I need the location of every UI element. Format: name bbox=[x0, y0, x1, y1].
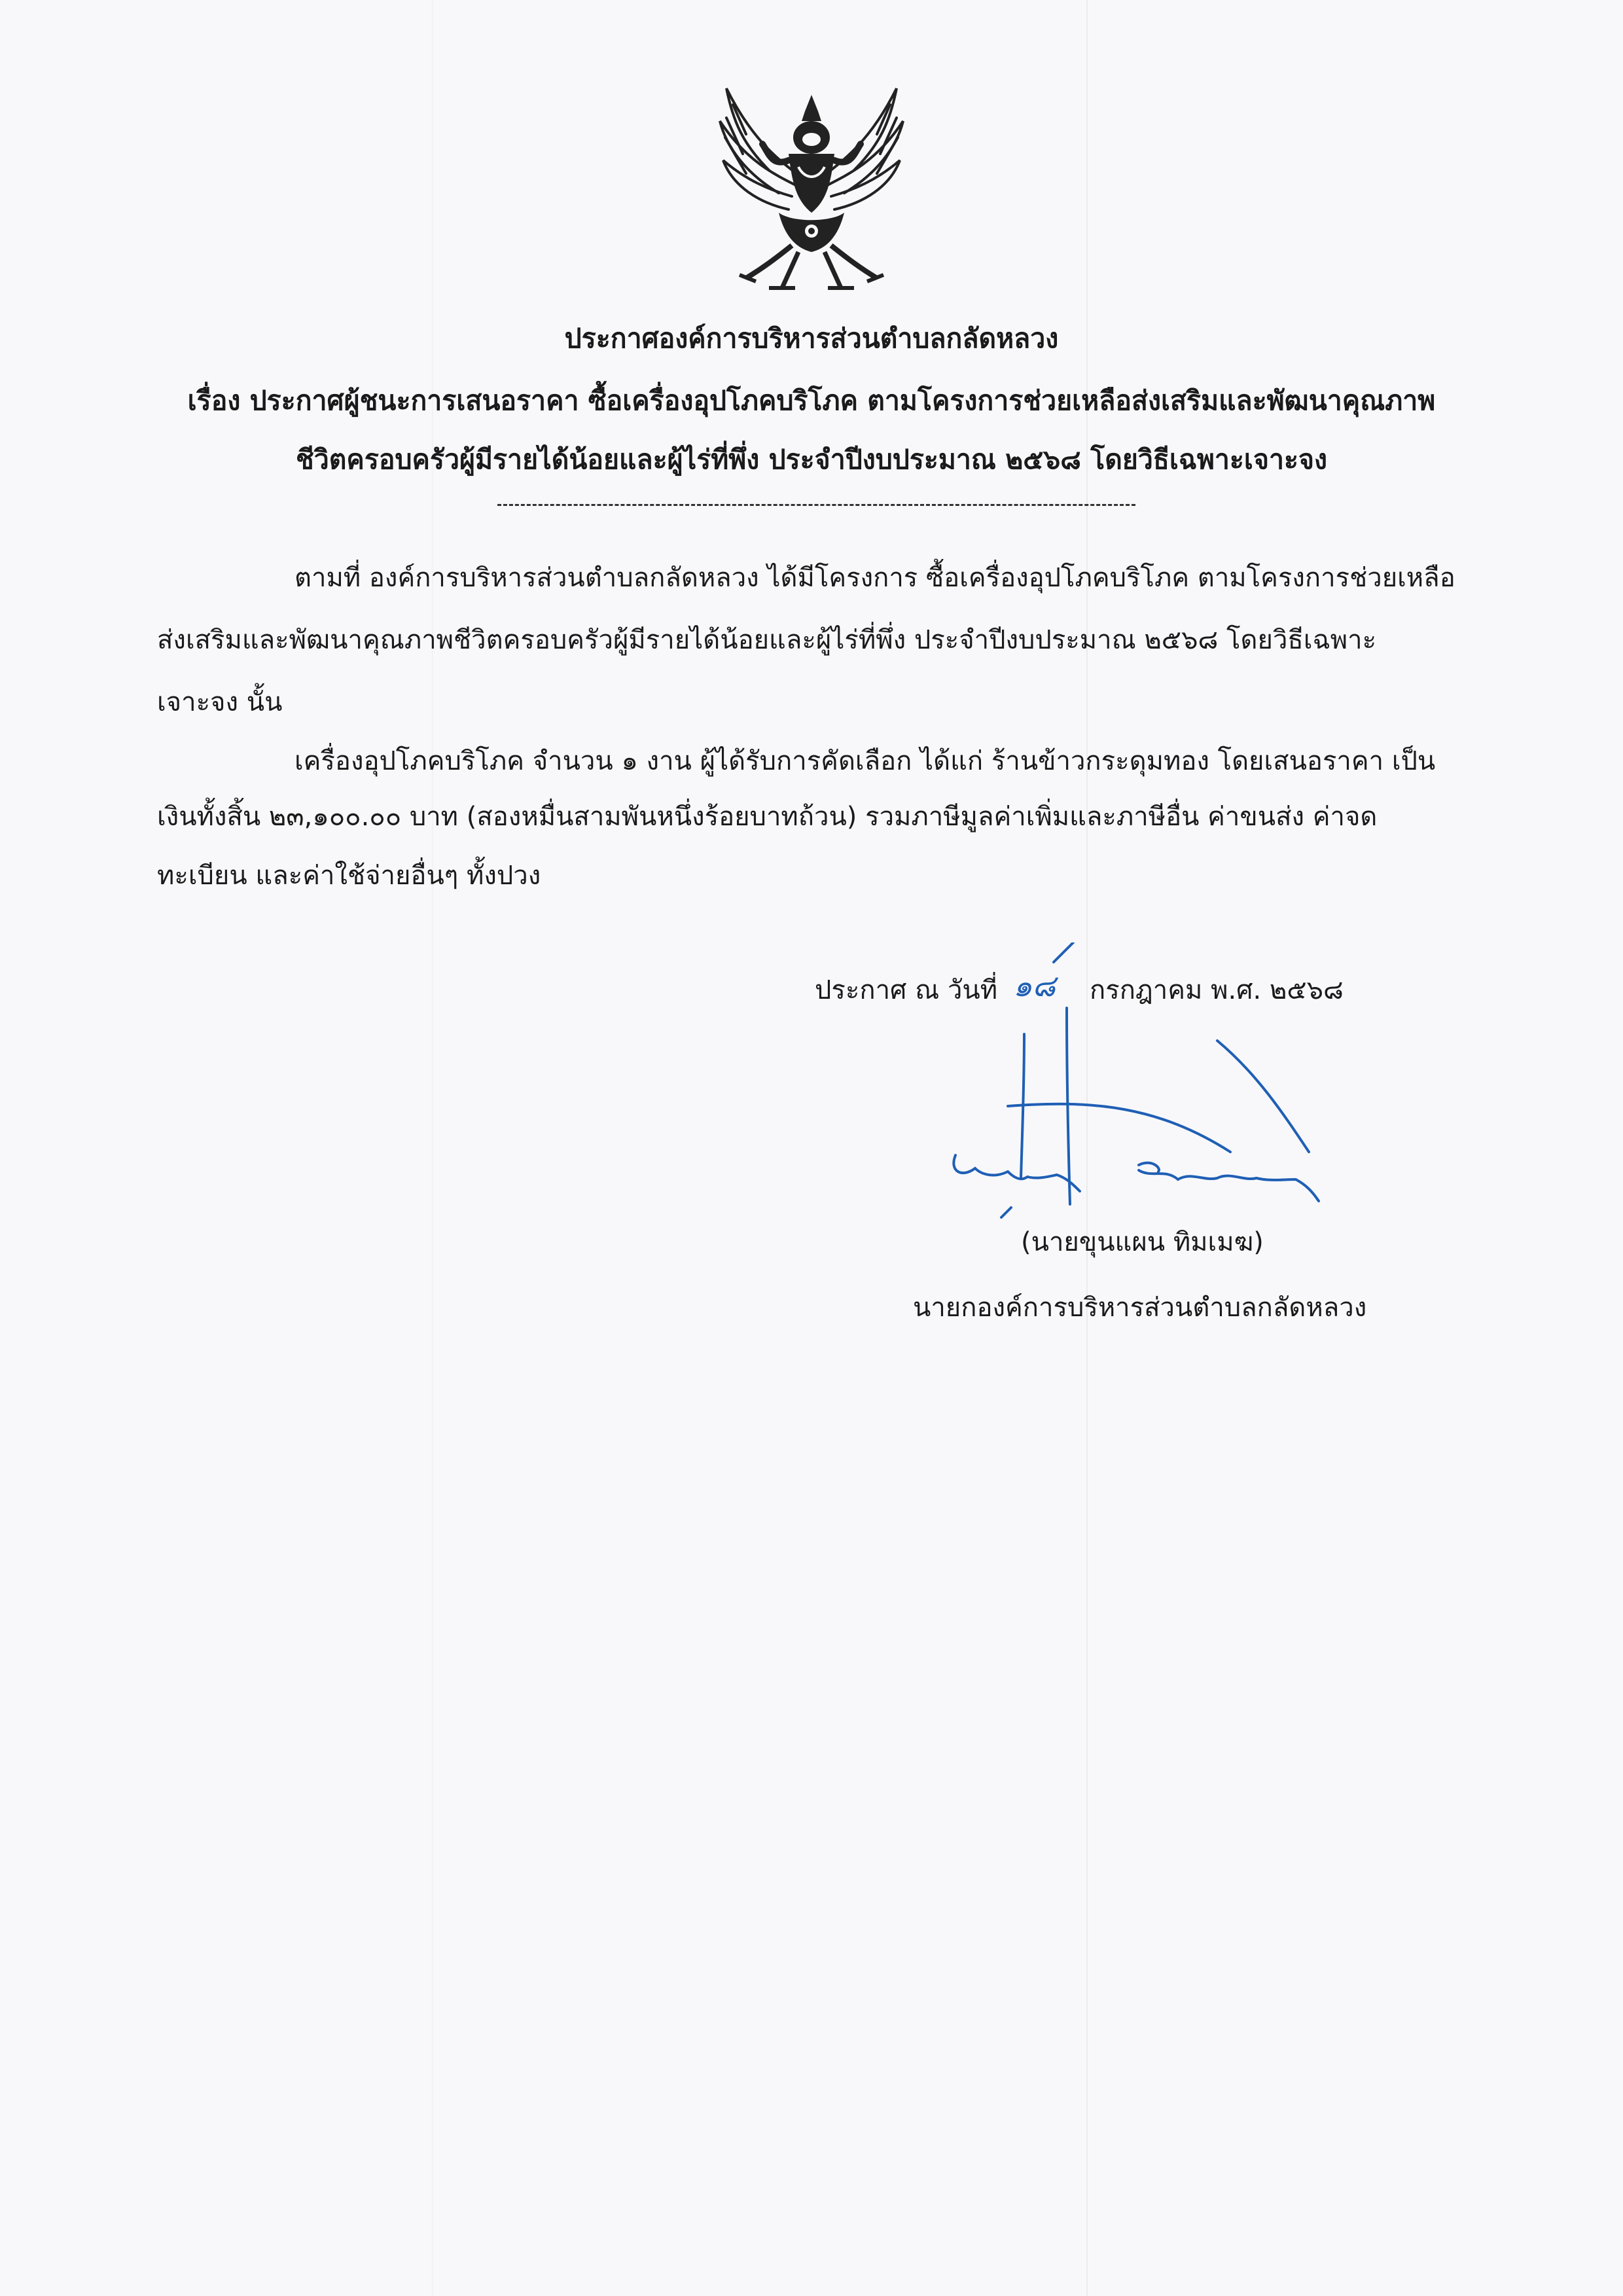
paragraph-2-line-3: ทะเบียน และค่าใช้จ่ายอื่นๆ ทั้งปวง bbox=[157, 861, 541, 891]
announcement-date-label: ประกาศ ณ วันที่ bbox=[815, 975, 998, 1005]
handwritten-signature bbox=[942, 942, 1348, 1250]
subject-line-2: ชีวิตครอบครัวผู้มีรายได้น้อยและผู้ไร่ที่พึ่ง ประจำปีงบประมาณ ๒๕๖๘ โดยวิธีเฉพาะเจาะจง bbox=[295, 444, 1328, 475]
garuda-emblem-icon bbox=[707, 82, 916, 295]
announcement-month-year: กรกฎาคม พ.ศ. ๒๕๖๘ bbox=[1090, 975, 1344, 1005]
subject-line-1: เรื่อง ประกาศผู้ชนะการเสนอราคา ซื้อเครื่องอุปโภคบริโภค ตามโครงการช่วยเหลือส่งเสริมและพัฒนาคุณภาพ bbox=[187, 385, 1436, 416]
paragraph-2-line-1: เครื่องอุปโภคบริโภค จำนวน ๑ งาน ผู้ได้รับการคัดเลือก ได้แก่ ร้านข้าวกระดุมทอง โดยเสนอราคา เป็น bbox=[294, 746, 1436, 776]
organization-title: ประกาศองค์การบริหารส่วนตำบลกลัดหลวง bbox=[564, 323, 1059, 354]
signatory-name: (นายขุนแผน ทิมเมฆ) bbox=[1021, 1227, 1264, 1257]
signatory-position: นายกองค์การบริหารส่วนตำบลกลัดหลวง bbox=[913, 1293, 1367, 1323]
paragraph-1-line-3: เจาะจง นั้น bbox=[157, 687, 283, 717]
handwritten-day: ๑๘ bbox=[1013, 968, 1056, 1003]
paragraph-1-line-2: ส่งเสริมและพัฒนาคุณภาพชีวิตครอบครัวผู้มีรายได้น้อยและผู้ไร่ที่พึ่ง ประจำปีงบประมาณ ๒๕๖๘ โดยวิธีเฉพาะ bbox=[157, 625, 1377, 655]
paragraph-1-line-1: ตามที่ องค์การบริหารส่วนตำบลกลัดหลวง ได้มีโครงการ ซื้อเครื่องอุปโภคบริโภค ตามโครงการช่วยเหลือ bbox=[294, 563, 1455, 593]
paragraph-2-line-2: เงินทั้งสิ้น ๒๓,๑๐๐.๐๐ บาท (สองหมื่นสามพันหนึ่งร้อยบาทถ้วน) รวมภาษีมูลค่าเพิ่มและภาษีอื่น ค่าขนส่ง ค่าจด bbox=[157, 802, 1378, 832]
header-divider bbox=[497, 504, 1135, 506]
